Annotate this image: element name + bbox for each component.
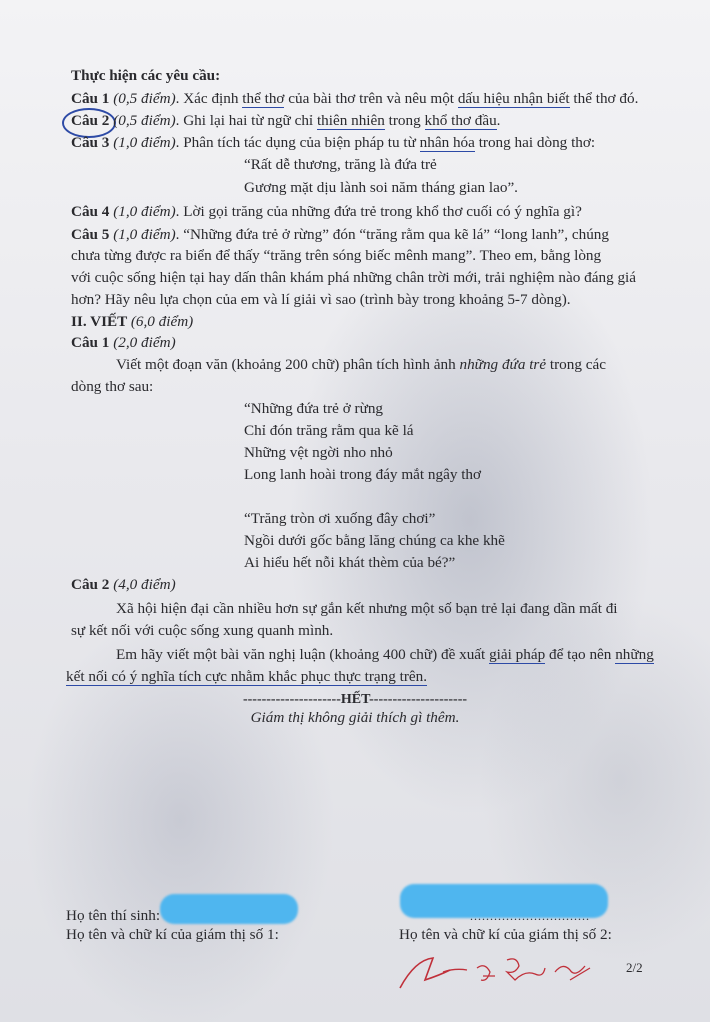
q5-line-4: hơn? Hãy nêu lựa chọn của em và lí giải vì sao (trình bày trong khoảng 5-7 dòng). xyxy=(71,291,571,308)
w1-line-1 xyxy=(116,355,606,375)
w1-poem-line-7: Ai hiểu hết nỗi khát thèm của bé?” xyxy=(244,554,456,571)
w2-p2-line-2-underlined: kết nối có ý nghĩa tích cực nhằm khắc phục thực trạng trên. xyxy=(66,668,428,685)
q4-points: (1,0 điểm) xyxy=(113,203,176,220)
no-explanation-note: Giám thị không giải thích gì thêm. xyxy=(250,709,460,726)
q2-points: (0,5 điểm) xyxy=(113,112,176,129)
question-3 xyxy=(71,133,595,153)
w2-p2-line-1 xyxy=(116,645,654,665)
w2-label: Câu 2 xyxy=(71,576,110,593)
w2-p2-underline-2: những xyxy=(615,646,654,663)
q4-label: Câu 4 xyxy=(71,203,110,220)
q3-underline-1: nhân hóa xyxy=(419,134,475,151)
q1-text-b: của bài thơ trên và nêu một xyxy=(284,90,458,107)
question-5 xyxy=(71,225,609,245)
redaction-student xyxy=(160,894,298,924)
w1-line-2: dòng thơ sau: xyxy=(71,378,154,395)
w2-p2-b: để tạo nên xyxy=(545,646,616,663)
q1-label: Câu 1 xyxy=(71,90,110,107)
w1-poem-line-4: Long lanh hoài trong đáy mắt ngây thơ xyxy=(244,466,482,483)
q2-text-b: trong xyxy=(384,112,425,129)
w2-p1-line-2: sự kết nối với cuộc sống xung quanh mình. xyxy=(71,622,334,639)
q2-text-c: . xyxy=(496,112,501,129)
w1-line-1-italic: những đứa trẻ xyxy=(459,356,547,373)
w1-poem-line-1: “Những đứa trẻ ở rừng xyxy=(244,400,384,417)
q2-text-a: . Ghi lại hai từ ngữ chỉ xyxy=(175,112,317,129)
w1-line-1-a: Viết một đoạn văn (khoảng 200 chữ) phân tích hình ảnh xyxy=(116,356,460,373)
writing-2-heading xyxy=(71,575,176,595)
q3-poem-line-1: “Rất dễ thương, trăng là đứa trẻ xyxy=(244,156,437,173)
q3-label: Câu 3 xyxy=(71,134,110,151)
q3-text-b: trong hai dòng thơ: xyxy=(474,134,596,151)
q1-text-a: . Xác định xyxy=(175,90,243,107)
q5-line-1: . “Những đứa trẻ ở rừng” đón “trăng rằm qua kẽ lá” “long lanh”, chúng xyxy=(175,226,609,243)
question-1 xyxy=(71,89,638,109)
q3-points: (1,0 điểm) xyxy=(113,134,176,151)
q5-points: (1,0 điểm) xyxy=(113,226,176,243)
w1-line-1-b: trong các xyxy=(546,356,606,373)
q3-poem-line-2: Gương mặt dịu lành soi năm tháng gian lao”. xyxy=(244,179,518,196)
end-marker: ---------------------HẾT--------------------- xyxy=(242,692,468,707)
w1-poem-line-2: Chỉ đón trăng rằm qua kẽ lá xyxy=(244,422,414,439)
question-2 xyxy=(71,111,500,131)
q2-underline-2: khổ thơ đầu xyxy=(424,112,497,129)
q1-underline-1: thể thơ xyxy=(242,90,285,107)
proctor-1-label: Họ tên và chữ kí của giám thị số 1: xyxy=(66,926,279,943)
dotted-line: .............................. xyxy=(470,909,590,923)
q4-text: . Lời gọi trăng của những đứa trẻ trong khổ thơ cuối có ý nghĩa gì? xyxy=(175,203,582,220)
q1-underline-2: dấu hiệu nhận biết xyxy=(457,90,570,107)
section-2-points: (6,0 điểm) xyxy=(130,313,194,330)
q5-line-2: chưa từng được ra biển để thấy “trăng trên sóng biếc mênh mang”. Theo em, bằng lòng xyxy=(71,247,602,264)
q1-text-c: thể thơ đó. xyxy=(569,90,639,107)
w2-p1-line-1: Xã hội hiện đại cần nhiều hơn sự gắn kết nhưng một số bạn trẻ lại đang dần mất đi xyxy=(116,600,618,617)
w1-poem-line-3: Những vệt ngời nho nhỏ xyxy=(244,444,393,461)
w1-poem-line-6: Ngồi dưới gốc bằng lăng chúng ca khe khẽ xyxy=(244,532,505,549)
w1-points: (2,0 điểm) xyxy=(113,334,176,351)
q2-underline-1: thiên nhiên xyxy=(316,112,385,129)
page-number: 2/2 xyxy=(626,960,643,975)
w2-p2-line-2 xyxy=(66,667,427,687)
proctor-2-label: Họ tên và chữ kí của giám thị số 2: xyxy=(399,926,612,943)
student-name-label: Họ tên thí sinh: xyxy=(66,907,161,924)
proctor-signature xyxy=(395,950,605,995)
q5-label: Câu 5 xyxy=(71,226,110,243)
q1-points: (0,5 điểm) xyxy=(113,90,176,107)
section-2-title: II. VIẾT xyxy=(71,313,128,330)
w1-poem-line-5: “Trăng tròn ơi xuống đây chơi” xyxy=(244,510,436,527)
w2-p2-underline-1: giải pháp xyxy=(489,646,546,663)
writing-1-heading xyxy=(71,333,176,353)
question-4 xyxy=(71,202,582,222)
instructions-heading: Thực hiện các yêu cầu: xyxy=(71,67,221,84)
section-2-heading xyxy=(71,312,193,332)
q2-label: Câu 2 xyxy=(71,112,110,129)
q5-line-3: với cuộc sống hiện tại hay dấn thân khám phá những chân trời mới, trải nghiệm nào đáng giá xyxy=(71,269,637,286)
w2-points: (4,0 điểm) xyxy=(113,576,176,593)
w1-label: Câu 1 xyxy=(71,334,110,351)
q3-text-a: . Phân tích tác dụng của biện pháp tu từ xyxy=(175,134,420,151)
w2-p2-a: Em hãy viết một bài văn nghị luận (khoảng 400 chữ) đề xuất xyxy=(116,646,490,663)
